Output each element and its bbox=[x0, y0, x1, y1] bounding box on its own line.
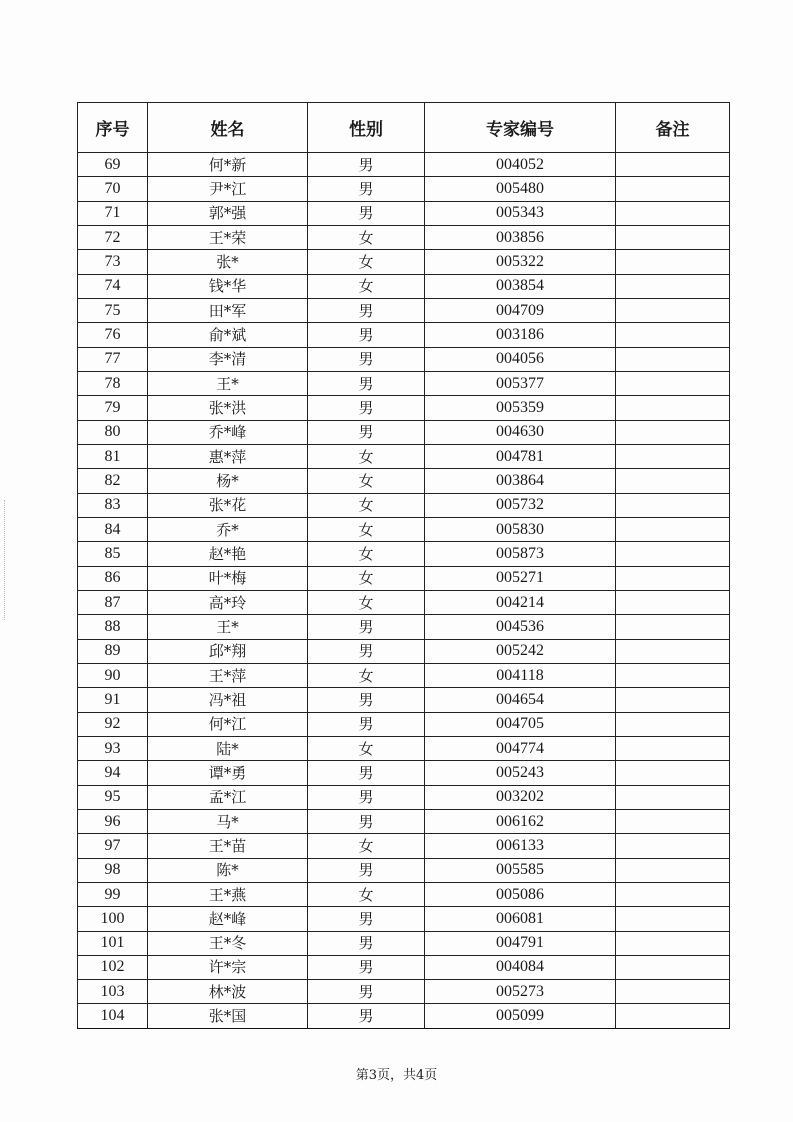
row-index: 99 bbox=[78, 882, 148, 906]
table-row bbox=[78, 493, 730, 517]
row-gender: 男 bbox=[308, 201, 425, 225]
row-index: 98 bbox=[78, 858, 148, 882]
row-gender: 男 bbox=[308, 931, 425, 955]
row-index: 69 bbox=[78, 153, 148, 177]
row-name: 尹*江 bbox=[148, 177, 308, 201]
row-expert-id: 004214 bbox=[425, 590, 616, 614]
row-expert-id: 004791 bbox=[425, 931, 616, 955]
table-row bbox=[78, 858, 730, 882]
row-expert-id: 003202 bbox=[425, 785, 616, 809]
row-expert-id: 004084 bbox=[425, 955, 616, 979]
table-row bbox=[78, 347, 730, 371]
row-index: 95 bbox=[78, 785, 148, 809]
row-index: 94 bbox=[78, 761, 148, 785]
row-remarks bbox=[616, 177, 730, 201]
row-remarks bbox=[616, 469, 730, 493]
row-gender: 男 bbox=[308, 785, 425, 809]
row-expert-id: 004705 bbox=[425, 712, 616, 736]
row-remarks bbox=[616, 566, 730, 590]
row-index: 78 bbox=[78, 371, 148, 395]
row-remarks bbox=[616, 201, 730, 225]
row-gender: 女 bbox=[308, 225, 425, 249]
row-expert-id: 005242 bbox=[425, 639, 616, 663]
table-row bbox=[78, 323, 730, 347]
row-index: 88 bbox=[78, 615, 148, 639]
row-index: 83 bbox=[78, 493, 148, 517]
row-gender: 女 bbox=[308, 566, 425, 590]
row-name: 张*花 bbox=[148, 493, 308, 517]
row-name: 陆* bbox=[148, 736, 308, 760]
row-name: 李*清 bbox=[148, 347, 308, 371]
row-gender: 女 bbox=[308, 250, 425, 274]
row-remarks bbox=[616, 1004, 730, 1028]
table-row bbox=[78, 420, 730, 444]
row-remarks bbox=[616, 542, 730, 566]
row-remarks bbox=[616, 225, 730, 249]
row-expert-id: 005830 bbox=[425, 517, 616, 541]
row-gender: 女 bbox=[308, 444, 425, 468]
header-index: 序号 bbox=[78, 103, 148, 153]
row-name: 张*国 bbox=[148, 1004, 308, 1028]
row-name: 郭*强 bbox=[148, 201, 308, 225]
row-index: 97 bbox=[78, 834, 148, 858]
row-name: 赵*峰 bbox=[148, 907, 308, 931]
row-remarks bbox=[616, 688, 730, 712]
header-gender: 性别 bbox=[308, 103, 425, 153]
table-row bbox=[78, 736, 730, 760]
row-remarks bbox=[616, 639, 730, 663]
row-expert-id: 003856 bbox=[425, 225, 616, 249]
row-name: 张*洪 bbox=[148, 396, 308, 420]
table-row bbox=[78, 469, 730, 493]
table-row bbox=[78, 615, 730, 639]
row-index: 90 bbox=[78, 663, 148, 687]
row-expert-id: 004118 bbox=[425, 663, 616, 687]
row-remarks bbox=[616, 298, 730, 322]
row-index: 96 bbox=[78, 809, 148, 833]
table-row bbox=[78, 688, 730, 712]
header-expert-id: 专家编号 bbox=[425, 103, 616, 153]
table-body bbox=[78, 153, 730, 1029]
row-gender: 男 bbox=[308, 688, 425, 712]
row-name: 林*波 bbox=[148, 980, 308, 1004]
row-index: 84 bbox=[78, 517, 148, 541]
table-row bbox=[78, 371, 730, 395]
row-remarks bbox=[616, 663, 730, 687]
row-index: 103 bbox=[78, 980, 148, 1004]
row-name: 王*燕 bbox=[148, 882, 308, 906]
row-name: 马* bbox=[148, 809, 308, 833]
row-remarks bbox=[616, 274, 730, 298]
row-expert-id: 004052 bbox=[425, 153, 616, 177]
row-name: 邱*翔 bbox=[148, 639, 308, 663]
row-gender: 女 bbox=[308, 274, 425, 298]
row-expert-id: 005377 bbox=[425, 371, 616, 395]
row-gender: 女 bbox=[308, 469, 425, 493]
table-row bbox=[78, 177, 730, 201]
row-remarks bbox=[616, 347, 730, 371]
row-expert-id: 004630 bbox=[425, 420, 616, 444]
row-name: 叶*梅 bbox=[148, 566, 308, 590]
row-expert-id: 006081 bbox=[425, 907, 616, 931]
row-expert-id: 005343 bbox=[425, 201, 616, 225]
row-remarks bbox=[616, 517, 730, 541]
row-expert-id: 005732 bbox=[425, 493, 616, 517]
table-row bbox=[78, 225, 730, 249]
table-header-row bbox=[78, 103, 730, 153]
row-gender: 男 bbox=[308, 761, 425, 785]
table-row bbox=[78, 274, 730, 298]
row-index: 79 bbox=[78, 396, 148, 420]
table-row bbox=[78, 396, 730, 420]
row-name: 冯*祖 bbox=[148, 688, 308, 712]
header-remarks: 备注 bbox=[616, 103, 730, 153]
table-row bbox=[78, 201, 730, 225]
row-expert-id: 003186 bbox=[425, 323, 616, 347]
row-remarks bbox=[616, 444, 730, 468]
row-index: 82 bbox=[78, 469, 148, 493]
row-expert-id: 004774 bbox=[425, 736, 616, 760]
row-name: 陈* bbox=[148, 858, 308, 882]
row-name: 何*江 bbox=[148, 712, 308, 736]
row-gender: 男 bbox=[308, 980, 425, 1004]
table-row bbox=[78, 1004, 730, 1028]
row-index: 100 bbox=[78, 907, 148, 931]
row-gender: 男 bbox=[308, 298, 425, 322]
row-remarks bbox=[616, 736, 730, 760]
row-gender: 女 bbox=[308, 517, 425, 541]
table-row bbox=[78, 980, 730, 1004]
table-row bbox=[78, 250, 730, 274]
row-expert-id: 005873 bbox=[425, 542, 616, 566]
row-name: 赵*艳 bbox=[148, 542, 308, 566]
row-remarks bbox=[616, 323, 730, 347]
row-expert-id: 005271 bbox=[425, 566, 616, 590]
table-row bbox=[78, 590, 730, 614]
row-remarks bbox=[616, 955, 730, 979]
row-expert-id: 004781 bbox=[425, 444, 616, 468]
row-index: 76 bbox=[78, 323, 148, 347]
row-name: 高*玲 bbox=[148, 590, 308, 614]
row-gender: 男 bbox=[308, 347, 425, 371]
row-expert-id: 005322 bbox=[425, 250, 616, 274]
row-remarks bbox=[616, 834, 730, 858]
row-gender: 男 bbox=[308, 420, 425, 444]
row-remarks bbox=[616, 250, 730, 274]
table-row bbox=[78, 834, 730, 858]
page-footer: 第3页，共4页 bbox=[355, 1068, 438, 1083]
table-row bbox=[78, 298, 730, 322]
row-index: 92 bbox=[78, 712, 148, 736]
table-row bbox=[78, 785, 730, 809]
table-row bbox=[78, 907, 730, 931]
row-name: 惠*萍 bbox=[148, 444, 308, 468]
row-remarks bbox=[616, 153, 730, 177]
table-row bbox=[78, 566, 730, 590]
row-remarks bbox=[616, 590, 730, 614]
row-index: 102 bbox=[78, 955, 148, 979]
row-expert-id: 003864 bbox=[425, 469, 616, 493]
row-name: 何*新 bbox=[148, 153, 308, 177]
row-gender: 男 bbox=[308, 371, 425, 395]
table-row bbox=[78, 444, 730, 468]
row-gender: 男 bbox=[308, 907, 425, 931]
row-index: 89 bbox=[78, 639, 148, 663]
row-expert-id: 004536 bbox=[425, 615, 616, 639]
header-name: 姓名 bbox=[148, 103, 308, 153]
row-gender: 男 bbox=[308, 615, 425, 639]
row-gender: 男 bbox=[308, 639, 425, 663]
row-expert-id: 005099 bbox=[425, 1004, 616, 1028]
row-gender: 女 bbox=[308, 542, 425, 566]
row-name: 杨* bbox=[148, 469, 308, 493]
row-name: 乔* bbox=[148, 517, 308, 541]
row-remarks bbox=[616, 420, 730, 444]
row-name: 王*萍 bbox=[148, 663, 308, 687]
row-index: 93 bbox=[78, 736, 148, 760]
row-gender: 男 bbox=[308, 858, 425, 882]
row-gender: 女 bbox=[308, 590, 425, 614]
row-expert-id: 005273 bbox=[425, 980, 616, 1004]
row-name: 王* bbox=[148, 615, 308, 639]
row-remarks bbox=[616, 761, 730, 785]
row-gender: 女 bbox=[308, 834, 425, 858]
row-gender: 女 bbox=[308, 663, 425, 687]
table-row bbox=[78, 931, 730, 955]
table-row bbox=[78, 809, 730, 833]
row-expert-id: 004056 bbox=[425, 347, 616, 371]
row-gender: 男 bbox=[308, 177, 425, 201]
row-remarks bbox=[616, 980, 730, 1004]
row-expert-id: 005086 bbox=[425, 882, 616, 906]
row-gender: 男 bbox=[308, 153, 425, 177]
row-name: 田*军 bbox=[148, 298, 308, 322]
row-expert-id: 005359 bbox=[425, 396, 616, 420]
row-expert-id: 006162 bbox=[425, 809, 616, 833]
row-index: 91 bbox=[78, 688, 148, 712]
row-name: 谭*勇 bbox=[148, 761, 308, 785]
table-row bbox=[78, 663, 730, 687]
row-gender: 男 bbox=[308, 712, 425, 736]
row-name: 许*宗 bbox=[148, 955, 308, 979]
row-name: 俞*斌 bbox=[148, 323, 308, 347]
row-name: 乔*峰 bbox=[148, 420, 308, 444]
row-gender: 女 bbox=[308, 493, 425, 517]
row-gender: 男 bbox=[308, 1004, 425, 1028]
row-expert-id: 005480 bbox=[425, 177, 616, 201]
row-expert-id: 004654 bbox=[425, 688, 616, 712]
row-name: 王* bbox=[148, 371, 308, 395]
row-expert-id: 004709 bbox=[425, 298, 616, 322]
row-remarks bbox=[616, 493, 730, 517]
expert-roster-table bbox=[77, 102, 730, 1029]
table-row bbox=[78, 712, 730, 736]
row-index: 77 bbox=[78, 347, 148, 371]
row-remarks bbox=[616, 858, 730, 882]
table-row bbox=[78, 761, 730, 785]
row-remarks bbox=[616, 882, 730, 906]
row-name: 王*苗 bbox=[148, 834, 308, 858]
row-remarks bbox=[616, 785, 730, 809]
row-expert-id: 003854 bbox=[425, 274, 616, 298]
table-row bbox=[78, 882, 730, 906]
scan-edge-mark bbox=[4, 500, 7, 620]
row-index: 104 bbox=[78, 1004, 148, 1028]
row-name: 张* bbox=[148, 250, 308, 274]
row-gender: 男 bbox=[308, 396, 425, 420]
row-name: 孟*江 bbox=[148, 785, 308, 809]
table-row bbox=[78, 639, 730, 663]
row-remarks bbox=[616, 931, 730, 955]
row-index: 75 bbox=[78, 298, 148, 322]
row-remarks bbox=[616, 712, 730, 736]
table-row bbox=[78, 153, 730, 177]
row-remarks bbox=[616, 371, 730, 395]
row-index: 87 bbox=[78, 590, 148, 614]
row-index: 81 bbox=[78, 444, 148, 468]
table-row bbox=[78, 517, 730, 541]
row-name: 王*荣 bbox=[148, 225, 308, 249]
row-index: 73 bbox=[78, 250, 148, 274]
row-gender: 女 bbox=[308, 882, 425, 906]
row-index: 72 bbox=[78, 225, 148, 249]
row-index: 86 bbox=[78, 566, 148, 590]
row-remarks bbox=[616, 907, 730, 931]
row-index: 101 bbox=[78, 931, 148, 955]
row-name: 钱*华 bbox=[148, 274, 308, 298]
row-gender: 男 bbox=[308, 955, 425, 979]
table-row bbox=[78, 542, 730, 566]
row-index: 74 bbox=[78, 274, 148, 298]
row-remarks bbox=[616, 809, 730, 833]
row-index: 80 bbox=[78, 420, 148, 444]
row-gender: 女 bbox=[308, 736, 425, 760]
row-expert-id: 005243 bbox=[425, 761, 616, 785]
row-gender: 男 bbox=[308, 323, 425, 347]
row-remarks bbox=[616, 396, 730, 420]
row-remarks bbox=[616, 615, 730, 639]
row-expert-id: 005585 bbox=[425, 858, 616, 882]
row-expert-id: 006133 bbox=[425, 834, 616, 858]
row-index: 71 bbox=[78, 201, 148, 225]
row-index: 70 bbox=[78, 177, 148, 201]
row-index: 85 bbox=[78, 542, 148, 566]
row-gender: 男 bbox=[308, 809, 425, 833]
table-row bbox=[78, 955, 730, 979]
row-name: 王*冬 bbox=[148, 931, 308, 955]
